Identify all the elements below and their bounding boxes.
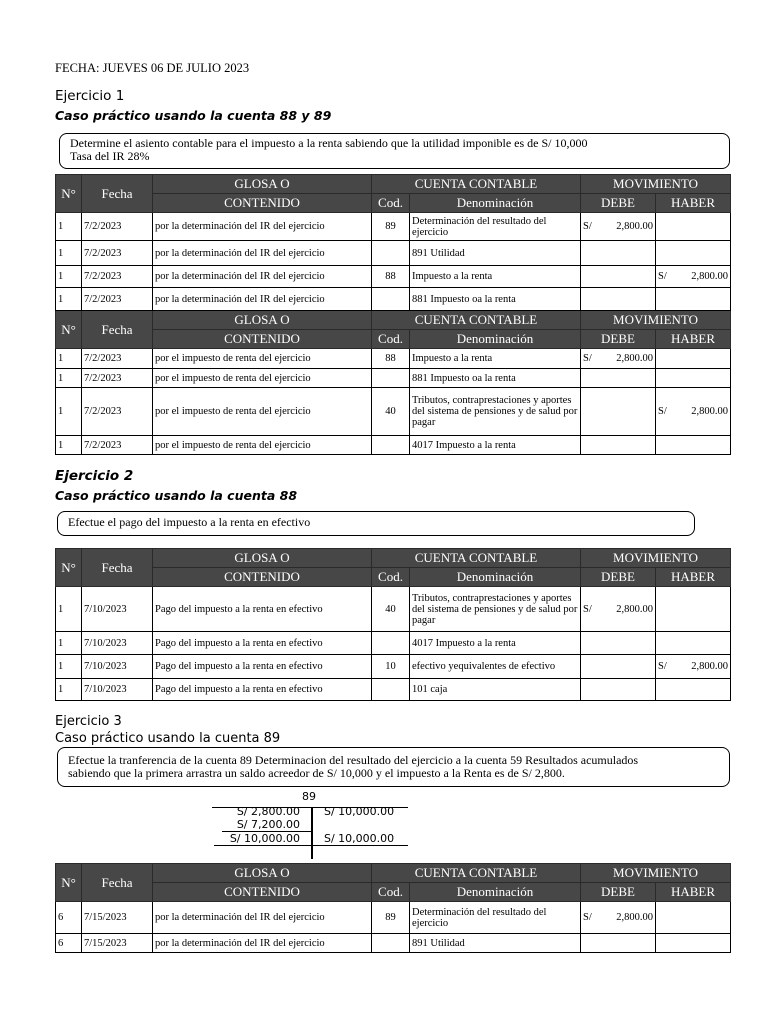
table-row — [56, 288, 731, 311]
cell-num: 6 — [56, 934, 82, 953]
table-row — [56, 632, 731, 655]
cell-glosa: por la determinación del IR del ejercicio — [153, 288, 372, 311]
cell-num: 1 — [56, 213, 82, 241]
debe-currency: S/ — [583, 221, 592, 232]
cell-glosa: por la determinación del IR del ejercicio — [153, 241, 372, 266]
table-row — [56, 902, 731, 934]
cell-fecha: 7/10/2023 — [82, 632, 153, 655]
exercise-2-statement-box — [57, 511, 695, 536]
cell-cod: 89 — [372, 902, 410, 934]
cell-debe — [581, 655, 656, 679]
cell-fecha: 7/2/2023 — [82, 369, 153, 388]
debe-amount: 2,800.00 — [616, 221, 653, 232]
table-header-row-top — [56, 864, 731, 883]
cell-denominacion: 891 Utilidad — [410, 241, 581, 266]
table-header-row-top — [56, 549, 731, 568]
cell-cod — [372, 632, 410, 655]
cell-cod: 88 — [372, 266, 410, 288]
cell-debe — [581, 266, 656, 288]
header-fecha: Fecha — [82, 311, 153, 349]
header-cuenta: CUENTA CONTABLE — [372, 175, 581, 194]
cell-cod — [372, 679, 410, 701]
cell-fecha: 7/2/2023 — [82, 288, 153, 311]
debe-currency: S/ — [583, 603, 592, 615]
exercise-3-statement-box — [57, 747, 730, 787]
table-header-row-top — [56, 175, 731, 194]
cell-glosa: Pago del impuesto a la renta en efectivo — [153, 655, 372, 679]
table-header-row-top — [56, 311, 731, 330]
cell-haber — [656, 632, 731, 655]
header-denominacion: Denominación — [410, 194, 581, 213]
header-contenido: CONTENIDO — [153, 568, 372, 587]
exercise-2-statement-line-1: Efectue el pago del impuesto a la renta en efectivo — [68, 515, 311, 529]
cell-glosa: por el impuesto de renta del ejercicio — [153, 349, 372, 369]
cell-glosa: por la determinación del IR del ejercicio — [153, 213, 372, 241]
cell-haber — [656, 902, 731, 934]
cell-fecha: 7/10/2023 — [82, 655, 153, 679]
table-row — [56, 655, 731, 679]
cell-glosa: por la determinación del IR del ejercicio — [153, 934, 372, 953]
haber-amount: 2,800.00 — [691, 406, 729, 417]
table-row — [56, 369, 731, 388]
header-fecha: Fecha — [82, 549, 153, 587]
cell-haber — [656, 349, 731, 369]
cell-denominacion: 101 caja — [410, 679, 581, 701]
header-cod: Cod. — [372, 568, 410, 587]
header-glosa: GLOSA O — [153, 549, 372, 568]
t-account-debe-total: S/ 10,000.00 — [229, 832, 300, 845]
debe-currency: S/ — [583, 353, 592, 364]
cell-denominacion: Determinación del resultado del ejercicio — [410, 902, 581, 934]
debe-amount: 2,800.00 — [616, 353, 653, 364]
cell-haber — [656, 241, 731, 266]
header-debe: DEBE — [581, 883, 656, 902]
cell-denominacion: 881 Impuesto oa la renta — [410, 369, 581, 388]
table-row — [56, 349, 731, 369]
cell-denominacion: Impuesto a la renta — [410, 266, 581, 288]
table-header-row-bottom — [56, 568, 731, 587]
header-cuenta: CUENTA CONTABLE — [372, 549, 581, 568]
cell-glosa: por el impuesto de renta del ejercicio — [153, 369, 372, 388]
header-fecha: Fecha — [82, 864, 153, 902]
cell-fecha: 7/10/2023 — [82, 679, 153, 701]
cell-fecha: 7/2/2023 — [82, 241, 153, 266]
t-account-total-line — [214, 845, 408, 846]
header-fecha: Fecha — [82, 175, 153, 213]
cell-num: 1 — [56, 679, 82, 701]
cell-num: 1 — [56, 288, 82, 311]
haber-currency: S/ — [658, 271, 667, 282]
journal-table-3 — [55, 863, 731, 953]
cell-debe — [581, 934, 656, 953]
exercise-1-statement-line-1: Determine el asiento contable para el impuesto a la renta sabiendo que la utilidad imponible es de S/ 10,000 — [70, 136, 588, 150]
cell-num: 1 — [56, 436, 82, 455]
exercise-3-title: Ejercicio 3 — [55, 714, 122, 729]
header-movimiento: MOVIMIENTO — [581, 175, 731, 194]
cell-glosa: por el impuesto de renta del ejercicio — [153, 436, 372, 455]
header-denominacion: Denominación — [410, 568, 581, 587]
cell-debe — [581, 436, 656, 455]
header-denominacion: Denominación — [410, 883, 581, 902]
cell-haber — [656, 266, 731, 288]
table-row — [56, 388, 731, 436]
debe-amount: 2,800.00 — [616, 603, 653, 615]
cell-debe — [581, 388, 656, 436]
haber-amount: 2,800.00 — [691, 271, 729, 282]
cell-fecha: 7/2/2023 — [82, 436, 153, 455]
header-cuenta: CUENTA CONTABLE — [372, 311, 581, 330]
cell-haber — [656, 388, 731, 436]
cell-glosa: por la determinación del IR del ejercicio — [153, 266, 372, 288]
header-debe: DEBE — [581, 194, 656, 213]
haber-currency: S/ — [658, 661, 667, 672]
cell-debe — [581, 679, 656, 701]
table-row — [56, 266, 731, 288]
cell-glosa: Pago del impuesto a la renta en efectivo — [153, 679, 372, 701]
table-row — [56, 241, 731, 266]
header-num: N° — [56, 549, 82, 587]
header-cod: Cod. — [372, 194, 410, 213]
table-row — [56, 934, 731, 953]
header-haber: HABER — [656, 194, 731, 213]
cell-fecha: 7/2/2023 — [82, 388, 153, 436]
cell-glosa: Pago del impuesto a la renta en efectivo — [153, 587, 372, 632]
cell-denominacion: 4017 Impuesto a la renta — [410, 436, 581, 455]
exercise-2-subtitle: Caso práctico usando la cuenta 88 — [55, 488, 298, 503]
cell-debe — [581, 241, 656, 266]
exercise-3-statement-line-1: Efectue la tranferencia de la cuenta 89 Determinacion del resultado del ejercicio a la cuenta 59 Resultados acumulados — [68, 753, 639, 767]
journal-table-1 — [55, 174, 731, 455]
exercise-2-title: Ejercicio 2 — [55, 468, 134, 484]
header-debe: DEBE — [581, 568, 656, 587]
cell-debe — [581, 369, 656, 388]
cell-num: 1 — [56, 632, 82, 655]
exercise-1-statement-line-2: Tasa del IR 28% — [70, 149, 150, 163]
table-header-row-bottom — [56, 330, 731, 349]
cell-num: 1 — [56, 266, 82, 288]
journal-table-2 — [55, 548, 731, 701]
cell-num: 1 — [56, 349, 82, 369]
cell-denominacion: Impuesto a la renta — [410, 349, 581, 369]
cell-debe — [581, 632, 656, 655]
cell-cod — [372, 288, 410, 311]
exercise-1-statement-box — [59, 133, 730, 169]
table-header-row-bottom — [56, 194, 731, 213]
cell-cod: 10 — [372, 655, 410, 679]
cell-haber — [656, 369, 731, 388]
t-account-debe-2: S/ 7,200.00 — [236, 818, 300, 831]
cell-debe — [581, 288, 656, 311]
cell-denominacion: efectivo yequivalentes de efectivo — [410, 655, 581, 679]
cell-debe — [581, 213, 656, 241]
cell-cod — [372, 369, 410, 388]
cell-haber — [656, 436, 731, 455]
cell-glosa: Pago del impuesto a la renta en efectivo — [153, 632, 372, 655]
document-date: FECHA: JUEVES 06 DE JULIO 2023 — [55, 61, 250, 75]
exercise-3-statement-line-2: sabiendo que la primera arrastra un saldo acreedor de S/ 10,000 y el impuesto a la Renta es de S/ 2,800. — [68, 766, 565, 780]
cell-glosa: por el impuesto de renta del ejercicio — [153, 388, 372, 436]
cell-fecha: 7/2/2023 — [82, 213, 153, 241]
cell-cod: 40 — [372, 587, 410, 632]
cell-denominacion: 891 Utilidad — [410, 934, 581, 953]
header-num: N° — [56, 311, 82, 349]
exercise-3-subtitle: Caso práctico usando la cuenta 89 — [55, 731, 281, 746]
cell-cod: 89 — [372, 213, 410, 241]
t-account-code: 89 — [302, 790, 316, 803]
header-glosa: GLOSA O — [153, 864, 372, 883]
cell-cod: 40 — [372, 388, 410, 436]
cell-num: 1 — [56, 388, 82, 436]
haber-amount: 2,800.00 — [691, 661, 729, 672]
t-account-haber-1: S/ 10,000.00 — [324, 805, 395, 818]
table-row — [56, 679, 731, 701]
header-glosa: GLOSA O — [153, 175, 372, 194]
header-contenido: CONTENIDO — [153, 883, 372, 902]
header-haber: HABER — [656, 883, 731, 902]
cell-cod — [372, 241, 410, 266]
cell-num: 1 — [56, 655, 82, 679]
cell-num: 1 — [56, 587, 82, 632]
header-cuenta: CUENTA CONTABLE — [372, 864, 581, 883]
header-movimiento: MOVIMIENTO — [581, 311, 731, 330]
cell-num: 1 — [56, 369, 82, 388]
cell-haber — [656, 679, 731, 701]
header-movimiento: MOVIMIENTO — [581, 549, 731, 568]
header-cod: Cod. — [372, 330, 410, 349]
cell-haber — [656, 288, 731, 311]
cell-haber — [656, 934, 731, 953]
cell-cod — [372, 934, 410, 953]
cell-debe — [581, 587, 656, 632]
t-account-89 — [212, 790, 408, 860]
header-glosa: GLOSA O — [153, 311, 372, 330]
cell-cod — [372, 436, 410, 455]
cell-num: 6 — [56, 902, 82, 934]
cell-denominacion: Tributos, contraprestaciones y aportes del sistema de pensiones y de salud por pagar — [410, 388, 581, 436]
header-contenido: CONTENIDO — [153, 194, 372, 213]
table-row — [56, 436, 731, 455]
cell-debe — [581, 902, 656, 934]
cell-haber — [656, 213, 731, 241]
table-header-row-bottom — [56, 883, 731, 902]
cell-fecha: 7/15/2023 — [82, 902, 153, 934]
header-haber: HABER — [656, 330, 731, 349]
header-contenido: CONTENIDO — [153, 330, 372, 349]
t-account-haber-total: S/ 10,000.00 — [324, 832, 395, 845]
cell-denominacion: 4017 Impuesto a la renta — [410, 632, 581, 655]
cell-fecha: 7/2/2023 — [82, 266, 153, 288]
header-cod: Cod. — [372, 883, 410, 902]
cell-fecha: 7/10/2023 — [82, 587, 153, 632]
header-debe: DEBE — [581, 330, 656, 349]
header-movimiento: MOVIMIENTO — [581, 864, 731, 883]
haber-currency: S/ — [658, 406, 667, 417]
t-account-debe-1: S/ 2,800.00 — [236, 805, 300, 818]
cell-cod: 88 — [372, 349, 410, 369]
debe-amount: 2,800.00 — [616, 912, 653, 923]
header-denominacion: Denominación — [410, 330, 581, 349]
header-haber: HABER — [656, 568, 731, 587]
header-num: N° — [56, 864, 82, 902]
cell-denominacion: 881 Impuesto oa la renta — [410, 288, 581, 311]
cell-fecha: 7/2/2023 — [82, 349, 153, 369]
cell-denominacion: Determinación del resultado del ejercicio — [410, 213, 581, 241]
cell-fecha: 7/15/2023 — [82, 934, 153, 953]
exercise-1-title: Ejercicio 1 — [55, 88, 125, 104]
table-row — [56, 587, 731, 632]
table-row — [56, 213, 731, 241]
cell-debe — [581, 349, 656, 369]
t-account-vertical-line — [311, 807, 313, 859]
cell-num: 1 — [56, 241, 82, 266]
exercise-1-subtitle: Caso práctico usando la cuenta 88 y 89 — [55, 108, 332, 123]
cell-haber — [656, 655, 731, 679]
cell-glosa: por la determinación del IR del ejercicio — [153, 902, 372, 934]
debe-currency: S/ — [583, 912, 592, 923]
cell-haber — [656, 587, 731, 632]
cell-denominacion: Tributos, contraprestaciones y aportes del sistema de pensiones y de salud por pagar — [410, 587, 581, 632]
header-num: N° — [56, 175, 82, 213]
